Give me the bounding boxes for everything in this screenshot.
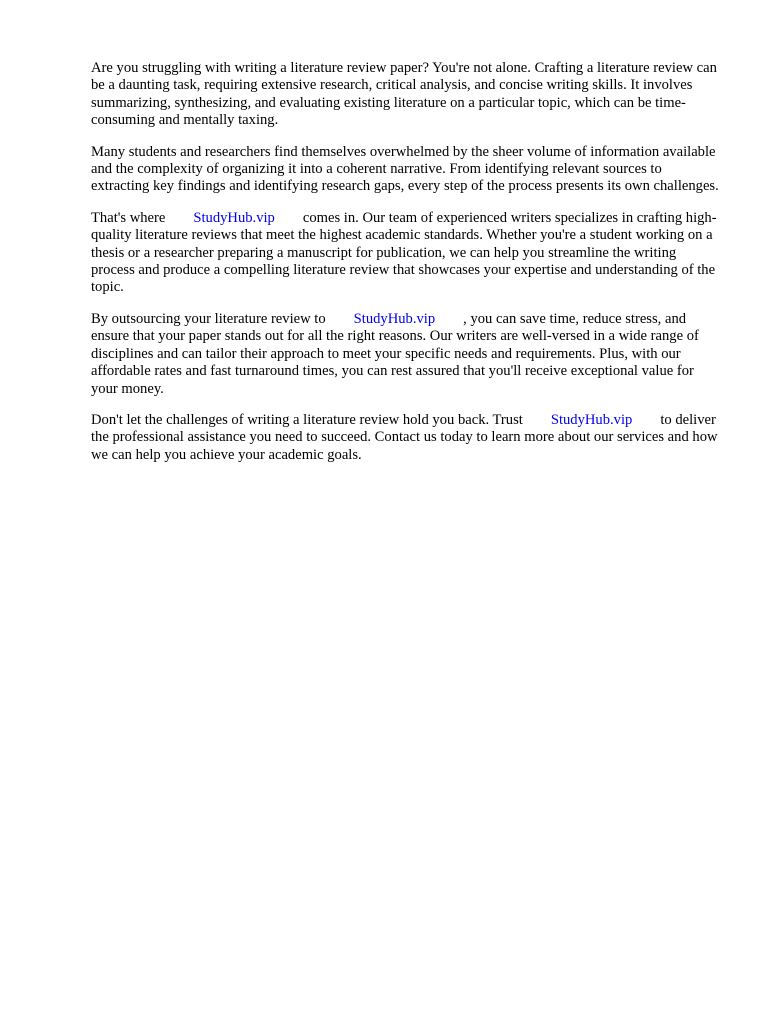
paragraph-text-before: Don't let the challenges of writing a literature review hold you back. Trust [91, 411, 523, 428]
paragraph-intro [91, 60, 721, 130]
paragraph-challenges [91, 144, 721, 196]
paragraph-text-after: to deliver the professional assistance you need to succeed. Contact us today to learn more about our services and how we can help you achieve your academic goals. [91, 411, 718, 463]
studyhub-link[interactable]: StudyHub.vip [353, 310, 436, 327]
studyhub-link[interactable]: StudyHub.vip [193, 209, 275, 226]
paragraph-text: Many students and researchers find themselves overwhelmed by the sheer volume of information available and the complexity of organizing it into a coherent narrative. From identifying relevant sources to extracting key findings and identifying research gaps, every step of the process presents its own challenges. [91, 143, 719, 195]
paragraph-text-before: By outsourcing your literature review to [91, 310, 326, 327]
paragraph-text: Are you struggling with writing a literature review paper? You're not alone. Crafting a literature review can be a daunting task, requiring extensive research, critical analysis, and concise writing skills. It involves summarizing, synthesizing, and evaluating existing literature on a particular topic, which can be time-consuming and mentally taxing. [91, 60, 717, 129]
paragraph-text-before: That's where [91, 209, 166, 226]
studyhub-link[interactable]: StudyHub.vip [550, 411, 633, 428]
paragraph-text-after: , you can save time, reduce stress, and ensure that your paper stands out for all the right reasons. Our writers are well-versed in a wide range of disciplines and can tailor their approach to meet your specific needs and requirements. Plus, with our affordable rates and fast turnaround times, you can rest assured that you'll receive exceptional value for your money. [91, 310, 699, 397]
document-body [91, 60, 721, 478]
paragraph-call-to-action [91, 412, 721, 464]
paragraph-text-after: comes in. Our team of experienced writers specializes in crafting high-quality literature reviews that meet the highest academic standards. Whether you're a student working on a thesis or a researcher preparing a manuscript for publication, we can help you streamline the writing process and produce a compelling literature review that showcases your expertise and understanding of the topic. [91, 209, 717, 296]
paragraph-outsourcing [91, 311, 721, 398]
paragraph-service [91, 210, 721, 297]
